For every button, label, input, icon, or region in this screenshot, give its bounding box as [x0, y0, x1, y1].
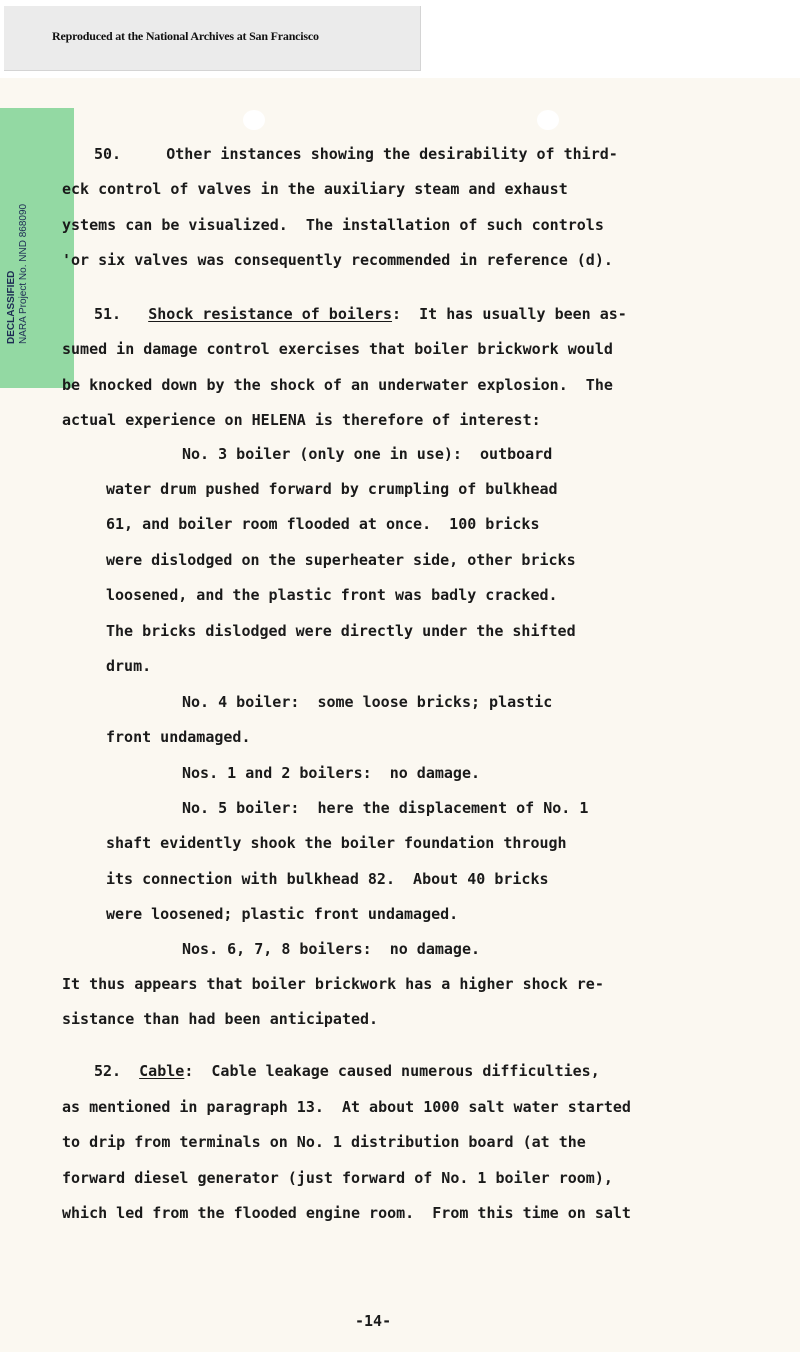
boiler-note-line: front undamaged.	[106, 728, 251, 746]
boiler-note-line: 61, and boiler room flooded at once. 100 bricks	[106, 515, 540, 533]
p51-number: 51.	[94, 305, 122, 323]
p51-conclusion-line: sistance than had been anticipated.	[62, 1010, 379, 1028]
p51-first-rest: : It has usually been as-	[392, 305, 627, 323]
p52-first-rest: : Cable leakage caused numerous difficulties,	[184, 1062, 600, 1080]
p51-first-line	[94, 305, 627, 323]
boiler-note-line: The bricks dislodged were directly under the shifted	[106, 622, 576, 640]
boiler-note-line: loosened, and the plastic front was badly cracked.	[106, 586, 558, 604]
page-number: -14-	[355, 1312, 392, 1330]
document-page	[0, 78, 800, 1352]
p52-line: to drip from terminals on No. 1 distribution board (at the	[62, 1133, 586, 1151]
boiler-note-line: shaft evidently shook the boiler foundation through	[106, 834, 567, 852]
p50-line: ystems can be visualized. The installation of such controls	[62, 216, 604, 234]
boiler-note-line: were dislodged on the superheater side, other bricks	[106, 551, 576, 569]
p51-heading: Shock resistance of boilers	[148, 305, 393, 323]
p52-number: 52.	[94, 1062, 122, 1080]
punch-hole-right	[537, 110, 559, 130]
p51-conclusion-line: It thus appears that boiler brickwork has a higher shock re-	[62, 975, 604, 993]
p52-first-line	[94, 1062, 600, 1080]
p52-heading: Cable	[139, 1062, 185, 1080]
declassified-label: DECLASSIFIED	[6, 270, 17, 344]
p50-line: 50. Other instances showing the desirability of third-	[94, 145, 618, 163]
archive-stamp	[4, 6, 421, 71]
boiler-note-line: No. 4 boiler: some loose bricks; plastic	[182, 693, 553, 711]
p51-line: actual experience on HELENA is therefore of interest:	[62, 411, 541, 429]
boiler-note-line: No. 3 boiler (only one in use): outboard	[182, 445, 553, 463]
boiler-note-line: were loosened; plastic front undamaged.	[106, 905, 459, 923]
p52-line: as mentioned in paragraph 13. At about 1000 salt water started	[62, 1098, 631, 1116]
p51-line: be knocked down by the shock of an underwater explosion. The	[62, 376, 613, 394]
archive-stamp-text: Reproduced at the National Archives at San Francisco	[52, 29, 319, 43]
p52-line: forward diesel generator (just forward of No. 1 boiler room),	[62, 1169, 613, 1187]
p50-line: eck control of valves in the auxiliary steam and exhaust	[62, 180, 568, 198]
boiler-note-line: its connection with bulkhead 82. About 40 bricks	[106, 870, 549, 888]
boiler-note-line: No. 5 boiler: here the displacement of No. 1	[182, 799, 589, 817]
boiler-note-line: Nos. 6, 7, 8 boilers: no damage.	[182, 940, 481, 958]
boiler-note-line: drum.	[106, 657, 152, 675]
boiler-note-line: water drum pushed forward by crumpling of bulkhead	[106, 480, 558, 498]
p50-line: 'or six valves was consequently recommended in reference (d).	[62, 251, 613, 269]
punch-hole-left	[243, 110, 265, 130]
top-margin	[0, 0, 800, 78]
declassification-text	[6, 204, 30, 344]
nara-project-label: NARA Project No. NND 868090	[18, 203, 29, 344]
boiler-note-line: Nos. 1 and 2 boilers: no damage.	[182, 764, 481, 782]
p51-line: sumed in damage control exercises that boiler brickwork would	[62, 340, 613, 358]
p52-line: which led from the flooded engine room. From this time on salt	[62, 1204, 631, 1222]
